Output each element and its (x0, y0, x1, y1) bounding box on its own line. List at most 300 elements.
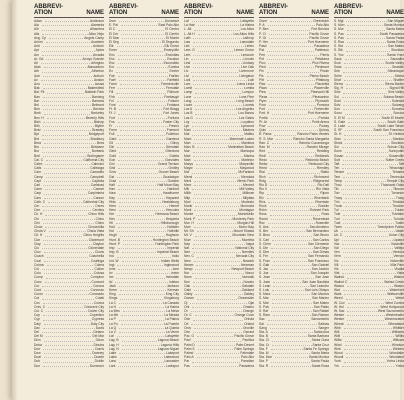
dot-leader (46, 40, 90, 43)
abbreviation-cell: Norw (184, 275, 192, 280)
name-cell: Fairfax (168, 73, 179, 78)
table-row (184, 364, 254, 368)
dot-leader (118, 187, 166, 190)
table-row (34, 364, 104, 368)
dot-leader (119, 284, 166, 287)
abbreviation-cell: Chn (34, 220, 41, 225)
name-cell: Lancaster (164, 359, 179, 364)
abbreviation-cell: Irw (109, 275, 114, 280)
dot-leader (346, 82, 384, 85)
dot-leader (193, 141, 240, 144)
abbreviation-cell: Walnut C (334, 279, 348, 284)
abbreviation-cell: Par (184, 359, 190, 364)
dot-leader (119, 204, 168, 207)
abbreviation-cell: Hes (109, 216, 115, 221)
name-cell: Laguna Hills (160, 342, 179, 347)
dot-leader (193, 53, 240, 56)
abbreviation-cell: Bal. Pk (34, 90, 45, 95)
abbreviation-cell: Hol (109, 229, 114, 234)
dot-leader (343, 90, 387, 93)
name-cell: Clovis (95, 250, 104, 255)
table-row (334, 364, 404, 368)
dot-leader (346, 19, 386, 22)
dot-leader (195, 267, 230, 270)
abbreviation-cell: Ven (334, 250, 340, 255)
name-cell: Maywood (239, 166, 254, 171)
abbreviation-cell: Ione (109, 266, 116, 271)
abbreviation-cell: Oakly (184, 292, 193, 297)
name-cell: Kerman (167, 288, 179, 292)
dot-leader (269, 154, 314, 157)
abbreviation-cell: Nev. C (184, 254, 194, 259)
dot-leader (271, 217, 312, 220)
name-cell: Waterford (389, 288, 404, 292)
dot-leader (193, 78, 247, 81)
dot-leader (43, 44, 92, 47)
name-cell: Union City (388, 233, 404, 238)
abbreviation-cell: Rock (259, 203, 267, 208)
name-cell: Turlock (393, 216, 404, 221)
abbreviation-cell: S. Ynz (334, 52, 344, 57)
dot-leader (120, 128, 166, 131)
name-cell: Irvine (170, 271, 179, 276)
name-cell: Shafter (393, 77, 404, 82)
dot-leader (193, 280, 243, 283)
abbreviation-cell: Loom (184, 103, 193, 108)
dot-leader (193, 128, 241, 131)
dot-leader (118, 217, 165, 220)
dot-leader (44, 179, 91, 182)
abbreviation-cell: Temp (334, 178, 343, 183)
name-cell: Selma (394, 73, 404, 78)
abbreviation-cell: S. Brun (259, 233, 270, 238)
dot-leader (347, 40, 386, 43)
dot-leader (341, 187, 391, 190)
name-cell: San Mateo (388, 44, 404, 49)
name-cell: Hanford (167, 187, 179, 192)
dot-leader (274, 242, 307, 245)
dot-leader (271, 246, 313, 249)
name-cell: Vacaville (391, 241, 404, 246)
dot-leader (190, 301, 247, 304)
abbreviation-cell: Enc (109, 52, 115, 57)
name-cell: Elk Grove (164, 44, 179, 49)
name-cell: Colton (94, 266, 104, 271)
name-cell: Santa Monica (383, 23, 404, 28)
abbreviation-cell: S. Ber (259, 229, 269, 234)
name-cell: Calexico (91, 161, 104, 166)
dot-leader (194, 99, 235, 102)
name-cell: Barstow (92, 98, 104, 103)
abbreviation-cell: Trin (334, 199, 340, 204)
abbreviation-cell: Teham (334, 170, 344, 175)
abbreviation-cell: Cer (34, 203, 40, 208)
abbreviation-cell: Bel (34, 103, 39, 108)
dot-leader (42, 27, 89, 30)
dot-leader (343, 334, 394, 337)
name-cell: Poway (319, 124, 329, 129)
dot-leader (116, 141, 169, 144)
name-cell: Rohnert Park (309, 208, 329, 213)
name-cell: Berkeley (91, 111, 104, 116)
name-cell: Manhattan Beach (228, 145, 254, 150)
dot-leader (119, 137, 165, 140)
name-cell: La Habra (240, 23, 254, 28)
dot-leader (118, 116, 167, 119)
name-cell: Foster City (163, 119, 179, 124)
abbreviation-cell: Mill (184, 187, 189, 192)
name-cell: Rialto (320, 170, 329, 175)
dot-leader (345, 57, 390, 60)
name-cell: Santa Barbara (307, 334, 329, 339)
abbreviation-cell: Vis (334, 266, 339, 271)
column-header (259, 2, 329, 18)
dot-leader (42, 137, 89, 140)
dot-leader (270, 166, 316, 169)
dot-leader (42, 53, 92, 56)
dot-leader (273, 233, 312, 236)
name-cell: Weed (395, 296, 404, 301)
dot-leader (46, 57, 81, 60)
name-cell: Farmersville (161, 82, 179, 87)
name-cell: Kingsburg (164, 296, 179, 301)
name-cell: Gilroy (170, 140, 179, 145)
abbreviation-cell: Dnba (34, 342, 42, 347)
dot-leader (46, 275, 90, 278)
name-cell: Bakersfield (87, 86, 104, 91)
abbreviation-cell: Redo (259, 157, 267, 162)
abbreviation-cell: Camp (34, 174, 43, 179)
abbreviation-cell: L. Alt H (184, 31, 195, 36)
name-cell: Modesto (241, 199, 254, 204)
name-cell: Culver City (87, 309, 104, 314)
name-cell: Benicia (93, 107, 104, 112)
name-cell: West Covina (385, 300, 404, 305)
name-cell: Oakdale (241, 283, 254, 288)
name-cell: Oakland (241, 288, 254, 292)
abbreviation-cell: Lem (184, 52, 191, 57)
abbreviation-cell: Stock (334, 140, 343, 145)
abbreviation-cell: Merc (184, 182, 192, 187)
name-cell: Los Altos (240, 27, 254, 32)
abbreviation-cell: Ingl (109, 262, 115, 267)
name-cell: Lathrop (242, 35, 254, 40)
name-cell: Beverly Hills (85, 115, 104, 120)
abbreviation-cell: Milp (184, 195, 191, 200)
name-cell: Gridley (168, 166, 179, 171)
name-cell: Alameda (90, 23, 104, 28)
abbreviation-cell: Rip (259, 191, 264, 196)
abbreviation-cell: S. El M (334, 115, 345, 120)
name-cell: Chowchilla (88, 224, 104, 229)
name-cell: Indio (171, 254, 179, 259)
name-cell: Carmel (93, 187, 104, 192)
name-cell: Rosemead (313, 216, 329, 221)
name-cell: Laguna Beach (157, 338, 179, 343)
abbreviation-cell: La Pu (109, 321, 118, 326)
name-cell: Grand Terrace (157, 161, 179, 166)
dot-leader (43, 301, 93, 304)
name-cell: South Lake Tahoe (377, 124, 404, 129)
dot-leader (191, 309, 242, 312)
dot-leader (269, 65, 314, 68)
name-cell: Covina (93, 300, 104, 305)
dot-leader (343, 69, 387, 72)
name-cell: Lompoc (242, 90, 254, 95)
dot-leader (347, 27, 386, 30)
dot-leader (42, 296, 94, 299)
dot-leader (342, 166, 388, 169)
name-cell: Santa Ana (313, 330, 329, 335)
abbreviation-cell: Wheat (334, 321, 344, 326)
name-cell: Bishop (93, 119, 104, 124)
abbreviation-cell: Tule (334, 212, 341, 217)
dot-leader (344, 292, 386, 295)
dot-leader (43, 120, 92, 123)
abbreviation-cell: Blth (34, 124, 40, 129)
name-cell: Clayton (92, 241, 104, 246)
dot-leader (270, 86, 313, 89)
name-cell: Palm Springs (234, 346, 254, 351)
abbreviation-cell: Riv (259, 195, 264, 200)
abbreviation-cell: S. Lean (259, 283, 271, 288)
name-cell: Chula Vista (87, 229, 104, 234)
abbreviation-cell: Cars (34, 195, 41, 200)
abbreviation-cell: Adan (34, 19, 42, 23)
abbreviation-cell: Esc (109, 56, 115, 61)
abbreviation-cell: Fill (109, 90, 114, 95)
dot-leader (42, 246, 87, 249)
abbreviation-cell: Man (184, 140, 191, 145)
name-cell: Alhambra (89, 27, 104, 32)
name-cell: Fremont (166, 128, 179, 133)
abbreviation-cell: Sta. A (259, 330, 268, 335)
name-cell: California City (83, 157, 104, 162)
name-cell: East Palo Alto (158, 23, 179, 28)
abbreviation-cell: Half (109, 182, 115, 187)
name-cell: Davis (95, 325, 104, 330)
name-cell: Chino (95, 220, 104, 225)
abbreviation-cell: Los B (184, 111, 193, 116)
name-cell: Lawndale (239, 40, 254, 45)
abbreviation-cell: Emer (109, 48, 117, 53)
dot-leader (267, 78, 315, 81)
abbreviation-cell: Palo A (184, 355, 194, 360)
dot-leader (42, 99, 91, 102)
dot-leader (273, 275, 314, 278)
abbreviation-cell: Lem. G (184, 48, 195, 53)
dot-leader (193, 36, 241, 39)
name-cell: Santa Paula (386, 35, 404, 40)
abbreviation-cell: Dorr (34, 346, 41, 351)
dot-leader (347, 32, 379, 35)
abbreviation-cell: Lind (184, 61, 191, 66)
dot-leader (272, 296, 311, 299)
dot-leader (45, 233, 82, 236)
name-cell: San Leandro (310, 283, 329, 288)
abbreviation-cell: Mont (184, 208, 192, 213)
abbreviation-cell: Plea (259, 90, 266, 95)
name-cell: Jackson (166, 283, 179, 288)
abbreviation-cell: Woodl (334, 355, 344, 360)
name-cell: Del Mar (92, 334, 104, 339)
name-cell: Pomona (316, 103, 329, 108)
table-row (109, 364, 179, 368)
name-cell: Pico Rivera (312, 61, 329, 66)
abbreviation-cell: Solv (334, 103, 341, 108)
dot-leader (44, 191, 87, 194)
abbreviation-cell: Val (334, 245, 339, 250)
dot-leader (119, 301, 162, 304)
dot-leader (348, 116, 381, 119)
abbreviation-cell: Cath. C (34, 199, 46, 204)
name-cell: Cypress (91, 317, 104, 322)
dot-leader (118, 267, 171, 270)
name-cell: Montague (239, 208, 254, 213)
name-cell: Martinez (241, 157, 254, 162)
abbreviation-cell: Font (109, 103, 116, 108)
table-row (259, 364, 329, 368)
name-cell: Baldwin Park (84, 90, 104, 95)
dot-leader (192, 246, 234, 249)
name-cell: Petaluma (315, 56, 329, 61)
name-cell: South El Monte (381, 115, 404, 120)
name-cell: Guadalupe (162, 174, 179, 179)
dot-leader (43, 313, 89, 316)
name-cell: Santa Fe Springs (303, 346, 329, 351)
abbreviation-cell: Wood (334, 351, 343, 356)
name-cell: Loyalton (241, 119, 254, 124)
dot-leader (268, 107, 313, 110)
name-cell: Azusa (94, 82, 104, 87)
abbreviation-cell: Plac (259, 82, 266, 87)
dot-leader (44, 351, 91, 354)
abbreviation-cell: Gon (109, 157, 116, 162)
abbreviation-cell: Mont. P (184, 216, 196, 221)
name-cell: Pacific Grove (309, 31, 329, 36)
abbreviation-cell: Mod (184, 199, 191, 204)
dot-leader (119, 359, 163, 362)
abbreviation-cell: Elk (109, 44, 114, 49)
abbreviation-cell: Marys (184, 161, 193, 166)
dot-leader (342, 95, 383, 98)
abbreviation-cell: Mad (184, 128, 191, 133)
abbreviation-cell: Fair (109, 73, 115, 78)
abbreviation-cell: Isl (109, 279, 113, 284)
abbreviation-cell: Westm (334, 313, 345, 318)
name-cell: San Clemente (308, 241, 329, 246)
name-cell: Hawthorne (163, 191, 179, 196)
dot-leader (117, 334, 165, 337)
abbreviation-cell: Bak (34, 86, 40, 91)
abbreviation-cell: Carl (34, 182, 41, 187)
name-cell: Carson (93, 195, 104, 200)
abbreviation-cell: Law (184, 40, 191, 45)
abbreviation-cell: Ang. Cp (34, 35, 46, 40)
dot-leader (197, 355, 240, 358)
abbreviation-cell: Bish (34, 119, 41, 124)
abbreviation-cell: Sol (334, 94, 339, 99)
abbreviation-cell: Sierra (334, 82, 343, 87)
abbreviation-cell: Cam (34, 170, 41, 175)
abbreviation-cell: Rivs (259, 199, 266, 204)
name-cell: Bridgeport (88, 132, 104, 137)
name-cell: Live Oak (240, 65, 254, 70)
name-cell: Rio Vista (315, 187, 329, 192)
abbreviation-cell: Cov (34, 300, 40, 305)
dot-leader (117, 212, 154, 215)
dot-leader (343, 103, 391, 106)
dot-leader (43, 317, 91, 320)
abbreviation-cell: Chow (34, 224, 43, 229)
dot-leader (194, 137, 228, 140)
abbreviation-cell: S. Joa (259, 271, 269, 276)
abbreviation-cell: Port. H (259, 111, 270, 116)
name-cell: Westmorland (384, 317, 404, 322)
dot-leader (118, 61, 163, 64)
name-cell: National City (235, 245, 254, 250)
dot-leader (345, 74, 394, 77)
dot-leader (345, 338, 392, 341)
name-cell: Duarte (94, 355, 104, 360)
abbreviation-cell: Son (334, 107, 340, 112)
dot-leader (193, 242, 245, 245)
dot-leader (194, 225, 238, 228)
dot-leader (195, 175, 240, 178)
header-abbreviation: ABBREVI- ATION (109, 4, 139, 16)
name-cell: Glendora (165, 149, 179, 154)
name-cell: Fullerton (166, 132, 179, 137)
dot-leader (44, 128, 91, 131)
name-cell: San Marcos (311, 292, 329, 297)
dot-leader (272, 225, 309, 228)
dot-leader (342, 271, 395, 274)
name-cell: Porterville (314, 107, 329, 112)
abbreviation-column (334, 2, 404, 400)
abbreviation-cell: Perr (259, 52, 266, 57)
dot-leader (121, 322, 163, 325)
name-cell: La Palma (165, 317, 179, 322)
dot-leader (270, 204, 318, 207)
dot-leader (119, 200, 162, 203)
name-cell: Brea (97, 140, 104, 145)
name-cell: Orland (244, 321, 254, 326)
name-cell: Villa Park (390, 262, 404, 267)
name-cell: Palm Desert (235, 342, 254, 347)
abbreviation-cell: Ex (109, 69, 113, 74)
name-cell: Rio Dell (317, 182, 329, 187)
abbreviation-cell: S. Mgl (334, 19, 344, 23)
dot-leader (43, 364, 89, 367)
header-abbreviation: ABBREVI- ATION (34, 4, 64, 16)
dot-leader (271, 334, 307, 337)
name-cell: San Gabriel (311, 262, 329, 267)
name-cell: Stanton (392, 136, 404, 141)
dot-leader (46, 292, 89, 295)
abbreviation-cell: Coron (34, 292, 43, 297)
name-cell: Cloverdale (88, 245, 104, 250)
abbreviation-cell: Sta. R (259, 363, 269, 368)
dot-leader (44, 166, 89, 169)
name-cell: Encinitas (165, 52, 179, 57)
dot-leader (195, 111, 237, 114)
dot-leader (43, 221, 94, 224)
abbreviation-cell: S. Ram (259, 313, 270, 318)
name-cell: Cerritos (92, 208, 104, 213)
dot-leader (198, 23, 240, 26)
dot-leader (345, 204, 391, 207)
abbreviation-cell: S. Dim (259, 250, 269, 255)
